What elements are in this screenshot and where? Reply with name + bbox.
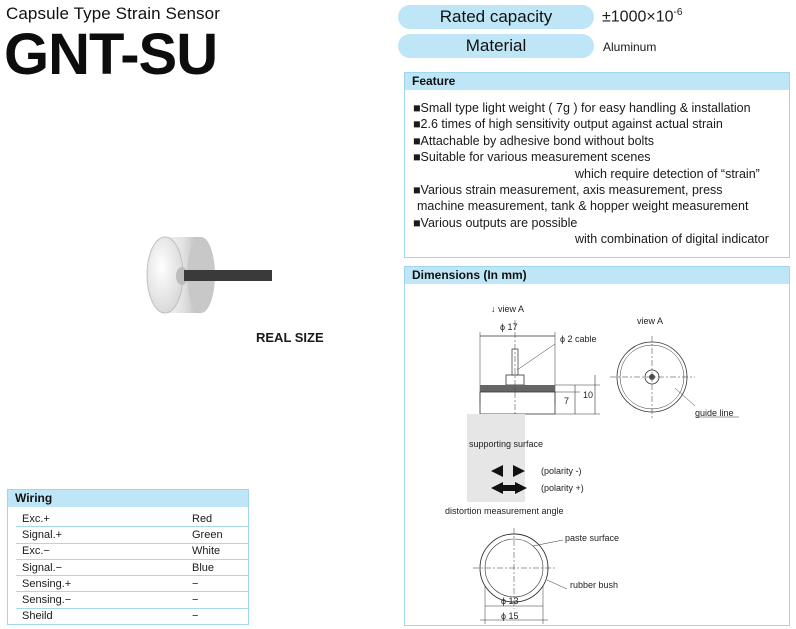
feature-line: which require detection of “strain” [575,166,760,181]
rated-capacity-value: $\pm 1000\times 10^{-6}$ [602,7,683,26]
wiring-color: Blue [188,559,248,575]
flange [480,385,555,392]
table-row [16,511,248,527]
wiring-color: Green [188,527,248,543]
feature-line: ■Attachable by adhesive bond without bolts [413,133,655,148]
arrow-shaft [503,485,515,491]
wiring-panel [7,489,249,625]
polarity-plus: (polarity +) [541,483,584,493]
wiring-color: Red [188,511,248,527]
wiring-color: − [188,576,248,592]
material-value: Aluminum [603,40,657,54]
wiring-signal: Exc.+ [16,511,188,527]
feature-line: with combination of digital indicator [575,232,769,247]
dim-d17: ϕ 17 [500,322,518,332]
wiring-color: White [188,543,248,559]
feature-line: ■Small type light weight ( 7g ) for easy handling & installation [413,101,751,115]
wiring-signal: Exc.− [16,543,188,559]
dim-d13: ϕ 13 [501,596,519,606]
sensor-photo [140,230,280,320]
rubber-bush-label: rubber bush [570,580,619,590]
polarity-minus: (polarity -) [541,466,582,476]
material-label: Material [398,34,594,58]
distortion-angle-label: distortion measurement angle [445,506,564,516]
dim-d2-cable: ϕ 2 cable [560,334,597,344]
wiring-signal: Sensing.− [16,592,188,608]
dimensions-panel [404,266,790,626]
feature-line: ■2.6 times of high sensitivity output against actual strain [413,117,723,132]
wiring-signal: Sheild [16,608,188,624]
rated-capacity-label: Rated capacity [398,5,594,29]
dim-d15: ϕ 15 [501,611,519,621]
feature-panel [404,72,790,258]
dim-10: 10 [583,390,594,400]
leader-line [675,388,695,406]
sensor-cable [184,270,272,281]
wiring-color: − [188,608,248,624]
supporting-surface-label: supporting surface [469,439,544,449]
leader-line [517,344,555,370]
feature-list [405,90,789,248]
feature-line: ■Suitable for various measurement scenes [413,150,651,165]
view-a-arrow-label: ↓ view A [491,304,525,314]
wiring-title: Wiring [8,490,248,507]
wiring-signal: Signal.− [16,559,188,575]
table-row [16,576,248,592]
feature-line: ■Various strain measurement, axis measurement, press [413,183,723,198]
feature-title: Feature [405,73,789,90]
body-outline [480,392,555,414]
paste-surface-label: paste surface [565,533,620,543]
real-size-label: REAL SIZE [256,330,324,345]
feature-line: ■Various outputs are possible [413,215,578,230]
table-row [16,527,248,543]
wiring-color: − [188,592,248,608]
view-a-label: view A [637,316,664,326]
table-row [16,608,248,624]
dimensions-title: Dimensions (In mm) [405,267,789,284]
table-row [16,543,248,559]
wiring-table [16,511,248,625]
table-row [16,559,248,575]
wiring-signal: Sensing.+ [16,576,188,592]
table-row [16,592,248,608]
feature-line: machine measurement, tank & hopper weight measurement [417,199,749,214]
model-title: GNT-SU [4,22,218,87]
product-subtitle: Capsule Type Strain Sensor [6,4,220,23]
wiring-signal: Signal.+ [16,527,188,543]
dimensions-drawing [405,284,789,624]
dim-7: 7 [564,396,570,406]
guide-line-label: guide line [695,408,734,418]
leader-line [547,580,567,589]
